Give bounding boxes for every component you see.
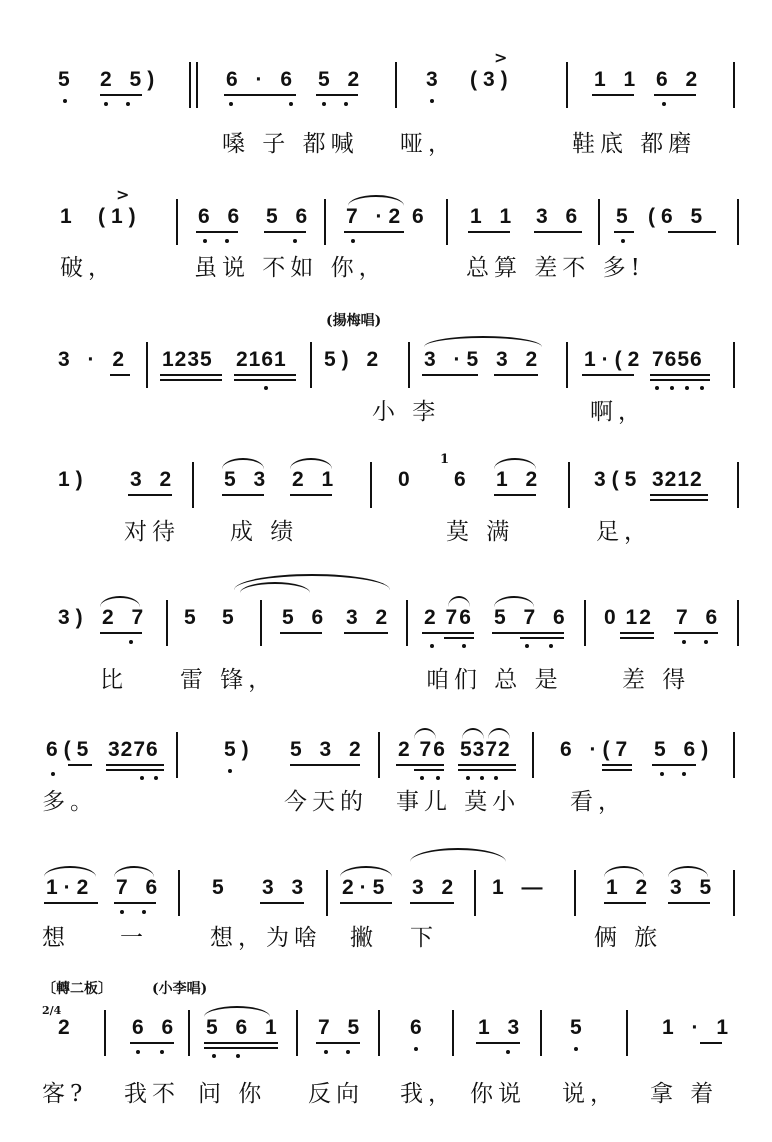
- underline: [396, 764, 444, 766]
- low-dot: [228, 769, 232, 773]
- underline: [290, 764, 360, 766]
- barline: [324, 199, 326, 245]
- barline: [378, 732, 380, 778]
- low-dot: [700, 386, 704, 390]
- underline: [344, 231, 404, 233]
- barline: [566, 62, 568, 108]
- low-dot: [466, 776, 470, 780]
- underline: [280, 632, 322, 634]
- note-group: 1 2: [606, 876, 654, 899]
- underline: [592, 94, 634, 96]
- underline: [100, 94, 142, 96]
- note-group: 5 7 6: [494, 606, 571, 629]
- note-group: 3 ·5: [424, 348, 485, 371]
- barline: [166, 600, 168, 646]
- barline: [733, 62, 735, 108]
- low-dot: [704, 640, 708, 644]
- note-group: 0: [398, 468, 416, 491]
- underline: [476, 1042, 520, 1044]
- low-dot: [506, 1050, 510, 1054]
- lyric-text: 我，: [400, 1081, 456, 1107]
- low-dot: [420, 776, 424, 780]
- underline: [204, 1047, 278, 1049]
- note-group: (3): [470, 68, 514, 91]
- note-group: 1·2: [46, 876, 95, 899]
- lyric-line-1: [0, 128, 772, 162]
- lyric-text: 比: [100, 667, 128, 693]
- underline: [204, 1042, 278, 1044]
- low-dot: [264, 386, 268, 390]
- lyric-text: 想，为啥: [210, 925, 322, 951]
- note-group: 6: [412, 205, 430, 228]
- underline: [520, 637, 564, 639]
- underline: [652, 764, 696, 766]
- underline: [160, 379, 222, 381]
- barline: [598, 199, 600, 245]
- lyric-text: 说，: [562, 1081, 618, 1107]
- underline: [68, 764, 92, 766]
- underline: [620, 637, 654, 639]
- low-dot: [203, 239, 207, 243]
- underline: [422, 632, 474, 634]
- note-group: 7 ·2: [346, 205, 407, 228]
- underline: [668, 231, 716, 233]
- accent-mark: >: [116, 185, 130, 204]
- lyric-text: 鞋底 都磨: [572, 131, 697, 157]
- underline: [602, 769, 632, 771]
- note-group: 5372: [460, 738, 511, 761]
- low-dot: [324, 1050, 328, 1054]
- lyric-line-6: [0, 786, 772, 820]
- underline: [130, 1042, 174, 1044]
- barline: [310, 342, 312, 388]
- note-group: 3276: [108, 738, 159, 761]
- barline: [192, 462, 194, 508]
- underline: [700, 1042, 722, 1044]
- barline: [188, 1010, 190, 1056]
- low-dot: [322, 102, 326, 106]
- lyric-text: 成 绩: [230, 519, 299, 545]
- lyric-text: 啊，: [590, 399, 646, 425]
- accent-mark: >: [494, 48, 508, 67]
- note-group: 2·5: [342, 876, 391, 899]
- staff-line-1: [0, 48, 772, 136]
- note-group: 2 76: [398, 738, 447, 761]
- note-group: 7656: [652, 348, 703, 371]
- low-dot: [129, 640, 133, 644]
- underline: [260, 902, 304, 904]
- note-group: 5 6: [282, 606, 330, 629]
- low-dot: [549, 644, 553, 648]
- barline: [733, 870, 735, 916]
- underline: [114, 902, 156, 904]
- low-dot: [670, 386, 674, 390]
- low-dot: [430, 644, 434, 648]
- low-dot: [51, 772, 55, 776]
- lyric-text: 你说: [470, 1081, 526, 1107]
- low-dot: [154, 776, 158, 780]
- note-group: 1·(2: [584, 348, 646, 371]
- low-dot: [436, 776, 440, 780]
- low-dot: [494, 776, 498, 780]
- note-group: 5 2: [318, 68, 366, 91]
- underline: [414, 769, 444, 771]
- barline: [737, 199, 739, 245]
- barline: [737, 600, 739, 646]
- lyric-text: 总算 差不 多!: [466, 255, 645, 281]
- underline: [110, 374, 130, 376]
- barline: [532, 732, 534, 778]
- lyric-line-8: [0, 1078, 772, 1112]
- underline: [422, 374, 478, 376]
- note-group: 5) 2: [324, 348, 385, 371]
- lyric-text: 看，: [570, 789, 626, 815]
- underline: [492, 632, 564, 634]
- low-dot: [430, 99, 434, 103]
- barline: [146, 342, 148, 388]
- lyric-text: 差 得: [622, 667, 691, 693]
- underline: [650, 374, 710, 376]
- low-dot: [212, 1054, 216, 1058]
- note-group: 7 5: [318, 1016, 366, 1039]
- note-group: 3212: [652, 468, 703, 491]
- underline: [458, 764, 516, 766]
- lyric-text: 雷 锋，: [180, 667, 277, 693]
- underline: [668, 902, 710, 904]
- lyric-line-4: [0, 516, 772, 550]
- underline: [650, 499, 708, 501]
- note-group: 1 3: [478, 1016, 526, 1039]
- note-group: 1 1: [594, 68, 642, 91]
- barline: [196, 62, 198, 108]
- note-group: 5 6: [266, 205, 314, 228]
- low-dot: [682, 640, 686, 644]
- low-dot: [140, 776, 144, 780]
- lyric-text: 足，: [596, 519, 652, 545]
- underline: [602, 764, 632, 766]
- barline: [104, 1010, 106, 1056]
- lyric-text: 小 李: [372, 399, 441, 425]
- staff-line-8: [0, 1014, 772, 1084]
- note-group: 5: [184, 606, 202, 629]
- underline: [534, 231, 582, 233]
- lyric-text: 拿 着: [650, 1081, 719, 1107]
- underline: [410, 902, 454, 904]
- singer-label: (小李唱): [152, 981, 208, 997]
- barline: [176, 732, 178, 778]
- underline: [224, 94, 296, 96]
- underline: [160, 374, 222, 376]
- low-dot: [346, 1050, 350, 1054]
- note-group: 1 1: [470, 205, 518, 228]
- note-group: 2161: [236, 348, 287, 371]
- barline: [189, 62, 191, 108]
- underline: [44, 902, 98, 904]
- underline: [196, 231, 238, 233]
- note-group: 2 7: [102, 606, 150, 629]
- barline: [395, 62, 397, 108]
- note-group: 3 6: [536, 205, 584, 228]
- barline: [574, 870, 576, 916]
- note-group: 2 1: [292, 468, 340, 491]
- low-dot: [120, 910, 124, 914]
- low-dot: [126, 102, 130, 106]
- underline: [316, 94, 358, 96]
- underline: [128, 494, 172, 496]
- lyric-text: 下: [410, 925, 438, 951]
- note-group: 3 2: [496, 348, 544, 371]
- low-dot: [63, 99, 67, 103]
- note-group: 6 6: [198, 205, 246, 228]
- low-dot: [685, 386, 689, 390]
- barline: [370, 462, 372, 508]
- low-dot: [229, 102, 233, 106]
- barline: [474, 870, 476, 916]
- note-group: 1 2: [496, 468, 544, 491]
- barline: [446, 199, 448, 245]
- barline: [260, 600, 262, 646]
- note-group: 6 · 6: [226, 68, 299, 91]
- underline: [468, 231, 510, 233]
- note-group: (6 5: [648, 205, 709, 228]
- low-dot: [142, 910, 146, 914]
- note-group: 3): [58, 606, 89, 629]
- lyric-text: 事儿 莫小: [396, 789, 521, 815]
- lyric-text: 破，: [60, 255, 116, 281]
- low-dot: [136, 1050, 140, 1054]
- note-group: 2 76: [424, 606, 473, 629]
- underline: [650, 494, 708, 496]
- barline: [452, 1010, 454, 1056]
- note-group: 6 2: [656, 68, 704, 91]
- lyric-text: 对待: [124, 519, 180, 545]
- underline: [458, 769, 516, 771]
- underline: [674, 632, 718, 634]
- lyric-text: 撇: [350, 925, 378, 951]
- note-group: 3 · 2: [58, 348, 131, 371]
- note-group: (1): [98, 205, 142, 228]
- barline: [737, 462, 739, 508]
- note-group: 1 —: [492, 876, 549, 899]
- note-group: 1235: [162, 348, 213, 371]
- barline: [584, 600, 586, 646]
- barline: [326, 870, 328, 916]
- lyric-text: 嗓 子 都喊: [222, 131, 359, 157]
- low-dot: [462, 644, 466, 648]
- lyric-text: 莫 满: [446, 519, 515, 545]
- note-group: 5 3 2: [290, 738, 367, 761]
- barline: [568, 462, 570, 508]
- lyric-text: 哑，: [400, 131, 456, 157]
- barline: [733, 732, 735, 778]
- barline: [406, 600, 408, 646]
- barline: [566, 342, 568, 388]
- barline: [296, 1010, 298, 1056]
- note-group: 0 12: [604, 606, 653, 629]
- low-dot: [660, 772, 664, 776]
- barline: [540, 1010, 542, 1056]
- underline: [100, 632, 142, 634]
- underline: [264, 231, 306, 233]
- lyric-line-2: [0, 252, 772, 286]
- grace-note: 1: [440, 452, 450, 467]
- barline: [178, 870, 180, 916]
- underline: [106, 764, 164, 766]
- barline: [176, 199, 178, 245]
- note-group: 5 3: [224, 468, 272, 491]
- lyric-text: 虽说 不如 你，: [194, 255, 387, 281]
- underline: [234, 379, 296, 381]
- note-group: 3 5: [670, 876, 718, 899]
- underline: [614, 231, 634, 233]
- low-dot: [574, 1047, 578, 1051]
- lyric-text: 咱们 总 是: [426, 667, 563, 693]
- underline: [290, 494, 332, 496]
- underline: [444, 637, 474, 639]
- underline: [654, 94, 696, 96]
- note-group: 6: [410, 1016, 428, 1039]
- underline: [344, 632, 388, 634]
- underline: [316, 1042, 360, 1044]
- underline: [494, 374, 538, 376]
- singer-label: (揚梅唱): [326, 313, 382, 329]
- underline: [340, 902, 392, 904]
- underline: [582, 374, 634, 376]
- lyric-line-3: [0, 396, 772, 430]
- underline: [604, 902, 646, 904]
- lyric-line-7: [0, 922, 772, 956]
- lyric-text: 今天的: [284, 789, 368, 815]
- note-group: 3(5: [594, 468, 643, 491]
- note-group: 5): [224, 738, 255, 761]
- lyric-text: 反向: [308, 1081, 364, 1107]
- note-group: 1: [60, 205, 78, 228]
- note-group: 6 ·(7: [560, 738, 634, 761]
- underline: [620, 632, 654, 634]
- lyric-text: 一: [120, 925, 148, 951]
- low-dot: [351, 239, 355, 243]
- note-group: 5 6 1: [206, 1016, 283, 1039]
- barline: [733, 342, 735, 388]
- underline: [234, 374, 296, 376]
- barline: [408, 342, 410, 388]
- lyric-line-5: [0, 664, 772, 698]
- low-dot: [225, 239, 229, 243]
- note-group: 2: [58, 1016, 76, 1039]
- low-dot: [104, 102, 108, 106]
- lyric-text: 我不: [124, 1081, 180, 1107]
- lyric-text: 问 你: [198, 1081, 267, 1107]
- lyric-text: 客?: [42, 1081, 88, 1107]
- note-group: 3 2: [412, 876, 460, 899]
- low-dot: [236, 1054, 240, 1058]
- note-group: 1 · 1: [662, 1016, 735, 1039]
- note-group: 3 2: [130, 468, 178, 491]
- note-group: 6: [454, 468, 472, 491]
- low-dot: [160, 1050, 164, 1054]
- low-dot: [655, 386, 659, 390]
- low-dot: [344, 102, 348, 106]
- note-group: 3 3: [262, 876, 310, 899]
- note-group: 3 2: [346, 606, 394, 629]
- note-group: 3: [426, 68, 444, 91]
- lyric-text: 想: [42, 925, 70, 951]
- underline: [494, 494, 536, 496]
- section-label: 〔轉二板〕: [42, 981, 112, 997]
- lyric-text: 俩 旅: [594, 925, 663, 951]
- barline: [378, 1010, 380, 1056]
- low-dot: [621, 239, 625, 243]
- underline: [222, 494, 264, 496]
- note-group: 5: [616, 205, 634, 228]
- time-signature: 2/4: [42, 1004, 62, 1017]
- note-group: 5: [212, 876, 230, 899]
- low-dot: [662, 102, 666, 106]
- note-group: 5: [58, 68, 76, 91]
- note-group: 1): [58, 468, 89, 491]
- low-dot: [293, 239, 297, 243]
- low-dot: [289, 102, 293, 106]
- low-dot: [682, 772, 686, 776]
- note-group: 6(5: [46, 738, 95, 761]
- slur: [410, 848, 506, 862]
- note-group: 6 6: [132, 1016, 180, 1039]
- low-dot: [414, 1047, 418, 1051]
- low-dot: [525, 644, 529, 648]
- note-group: 5: [570, 1016, 588, 1039]
- note-group: 2 5): [100, 68, 161, 91]
- low-dot: [480, 776, 484, 780]
- underline: [650, 379, 710, 381]
- note-group: 7 6: [116, 876, 164, 899]
- lyric-text: 多。: [42, 789, 98, 815]
- note-group: 5 6): [654, 738, 715, 761]
- barline: [626, 1010, 628, 1056]
- note-group: 5: [222, 606, 240, 629]
- note-group: 7 6: [676, 606, 724, 629]
- underline: [106, 769, 164, 771]
